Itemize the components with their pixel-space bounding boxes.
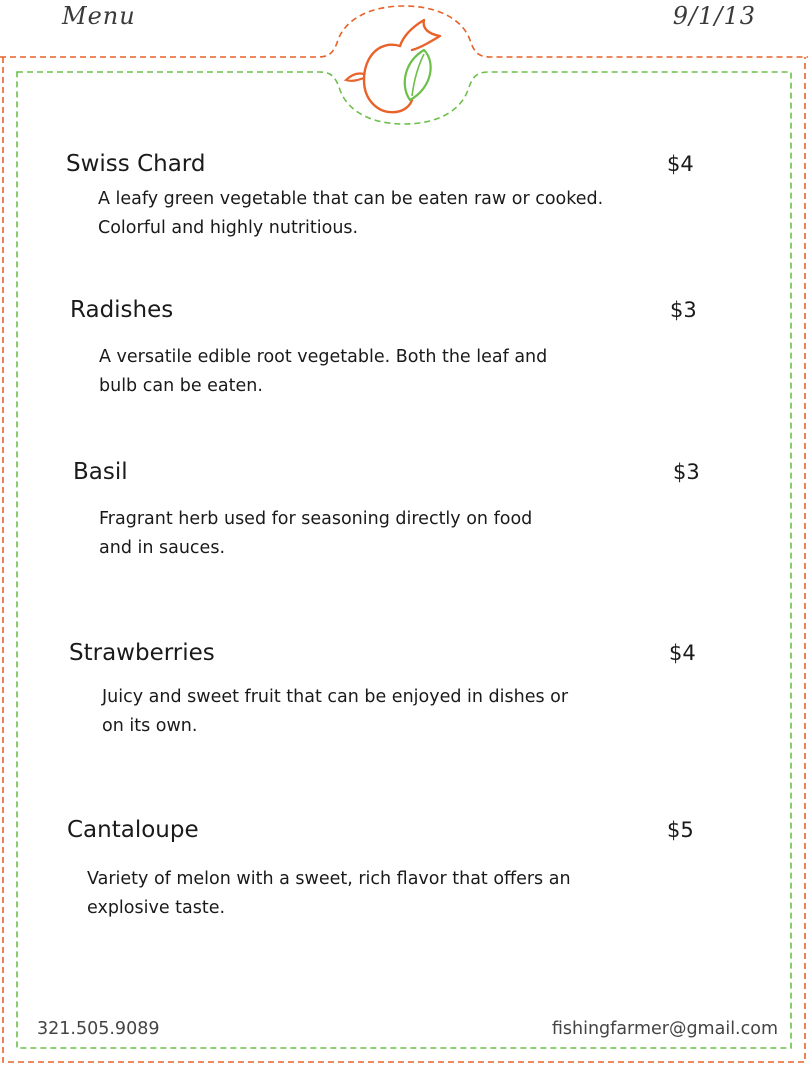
item-description-line: Fragrant herb used for seasoning directly on food xyxy=(99,509,533,529)
item-description xyxy=(99,343,547,401)
item-price: $3 xyxy=(673,460,700,484)
item-name: Strawberries xyxy=(69,640,215,666)
item-description-line: and in sauces. xyxy=(99,538,226,558)
item-name: Swiss Chard xyxy=(66,151,206,177)
item-description xyxy=(102,683,568,741)
item-price: $3 xyxy=(670,298,697,322)
item-price: $4 xyxy=(669,641,696,665)
menu-title: Menu xyxy=(62,2,136,30)
item-description-line: bulb can be eaten. xyxy=(99,376,263,396)
item-description xyxy=(87,865,571,923)
item-description xyxy=(99,505,532,563)
item-description-line: A leafy green vegetable that can be eaten raw or cooked. xyxy=(98,189,604,209)
footer-phone: 321.505.9089 xyxy=(37,1019,160,1039)
footer-email: fishingfarmer@gmail.com xyxy=(551,1019,778,1039)
item-description-line: Colorful and highly nutritious. xyxy=(98,218,359,238)
item-description-line: Juicy and sweet fruit that can be enjoyed in dishes or xyxy=(102,687,569,707)
item-price: $5 xyxy=(667,818,694,842)
item-description xyxy=(98,185,603,243)
item-price: $4 xyxy=(667,152,694,176)
item-name: Basil xyxy=(73,459,128,485)
vegetable-leaf-logo-icon xyxy=(346,20,440,112)
item-description-line: Variety of melon with a sweet, rich flavor that offers an xyxy=(87,869,571,889)
item-name: Radishes xyxy=(70,297,174,323)
item-description-line: A versatile edible root vegetable. Both the leaf and xyxy=(99,347,548,367)
item-name: Cantaloupe xyxy=(67,817,199,843)
item-description-line: explosive taste. xyxy=(87,898,226,918)
item-description-line: on its own. xyxy=(102,716,198,736)
menu-date: 9/1/13 xyxy=(672,2,756,30)
